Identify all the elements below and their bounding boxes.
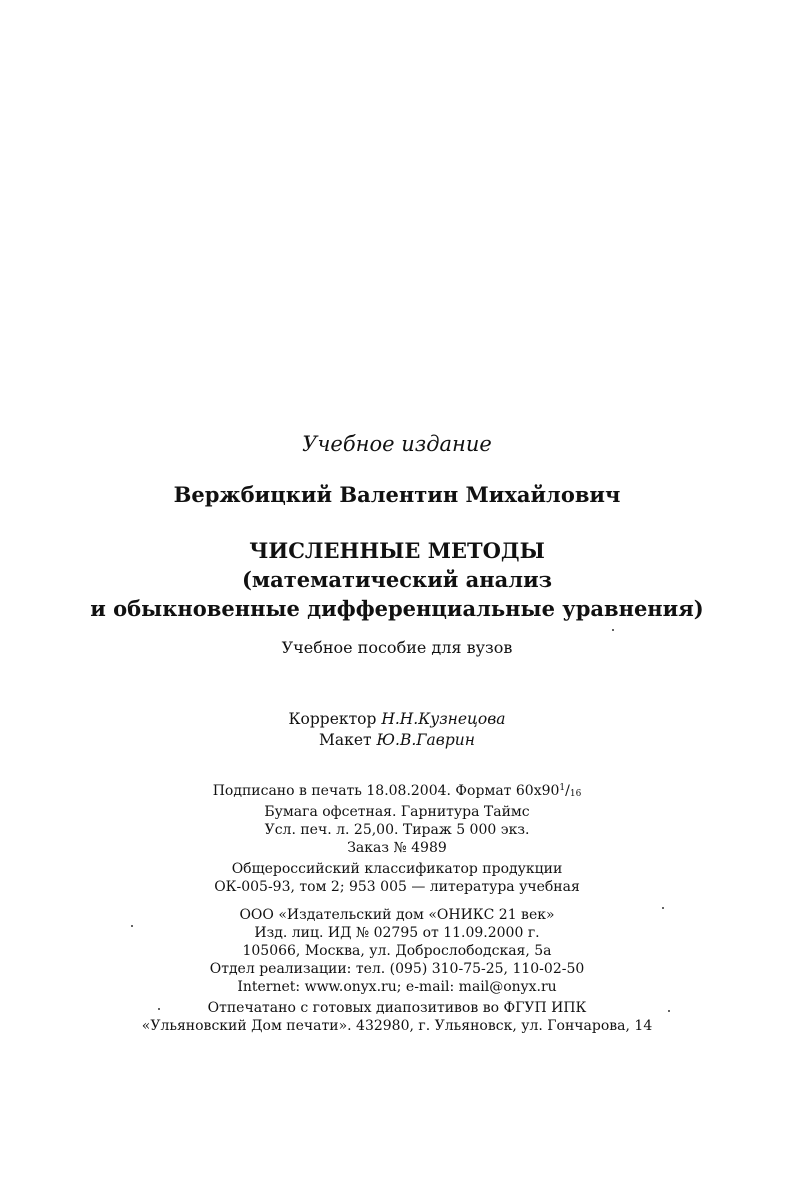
book-title: ЧИСЛЕННЫЕ МЕТОДЫ — [249, 538, 545, 563]
edition-type: Учебное издание — [302, 432, 492, 456]
layout-label: Макет — [319, 731, 372, 749]
publisher-sales: Отдел реализации: тел. (095) 310-75-25, 110-02-50 — [209, 961, 585, 977]
corrector-name: Н.Н.Кузнецова — [381, 710, 506, 728]
paper-line: Бумага офсетная. Гарнитура Таймс — [264, 804, 530, 820]
scan-speck — [158, 1008, 160, 1010]
publisher-info — [0, 906, 794, 996]
corrector-label: Корректор — [288, 710, 377, 728]
printer-info — [0, 999, 794, 1035]
book-subtitle-line1: (математический анализ — [241, 567, 553, 592]
staff-credits — [0, 709, 794, 751]
printer-line2: «Ульяновский Дом печати». 432980, г. Ульяновск, ул. Гончарова, 14 — [141, 1018, 653, 1034]
classifier-line1: Общероссийский классификатор продукции — [231, 861, 563, 877]
scan-speck — [612, 629, 614, 631]
printer-line1: Отпечатано с готовых диапозитивов во ФГУП ИПК — [207, 1000, 587, 1016]
format-denominator: 16 — [569, 789, 582, 799]
order-line: Заказ № 4989 — [347, 840, 447, 856]
classifier-line2: ОК-005-93, том 2; 953 005 — литература учебная — [214, 879, 580, 895]
signed-text: Подписано в печать 18.08.2004. Формат 60х90 — [212, 783, 560, 799]
book-purpose: Учебное пособие для вузов — [281, 638, 513, 657]
signed-line: Подписано в печать 18.08.2004. Формат $60х90^1/16$ — [212, 783, 582, 799]
classifier-info — [0, 860, 794, 896]
author-name: Вержбицкий Валентин Михайлович — [173, 482, 621, 507]
format-numerator: 1 — [559, 783, 566, 793]
sheets-line: Усл. печ. л. 25,00. Тираж 5 000 экз. — [264, 822, 530, 838]
publisher-address: 105066, Москва, ул. Доброслободская, 5а — [242, 943, 552, 959]
scan-speck — [668, 1010, 670, 1012]
corrector-credit — [0, 709, 794, 730]
scan-speck — [662, 907, 664, 909]
layout-name: Ю.В.Гаврин — [376, 731, 475, 749]
publisher-internet: Internet: www.onyx.ru; e-mail: mail@onyx.ru — [237, 979, 557, 995]
publisher-license: Изд. лиц. ИД № 02795 от 11.09.2000 г. — [254, 925, 540, 941]
print-info — [0, 779, 794, 857]
scan-speck — [131, 925, 133, 927]
layout-credit — [0, 730, 794, 751]
publisher-name: ООО «Издательский дом «ОНИКС 21 век» — [239, 907, 555, 923]
book-subtitle-line2: и обыкновенные дифференциальные уравнения) — [90, 596, 704, 621]
